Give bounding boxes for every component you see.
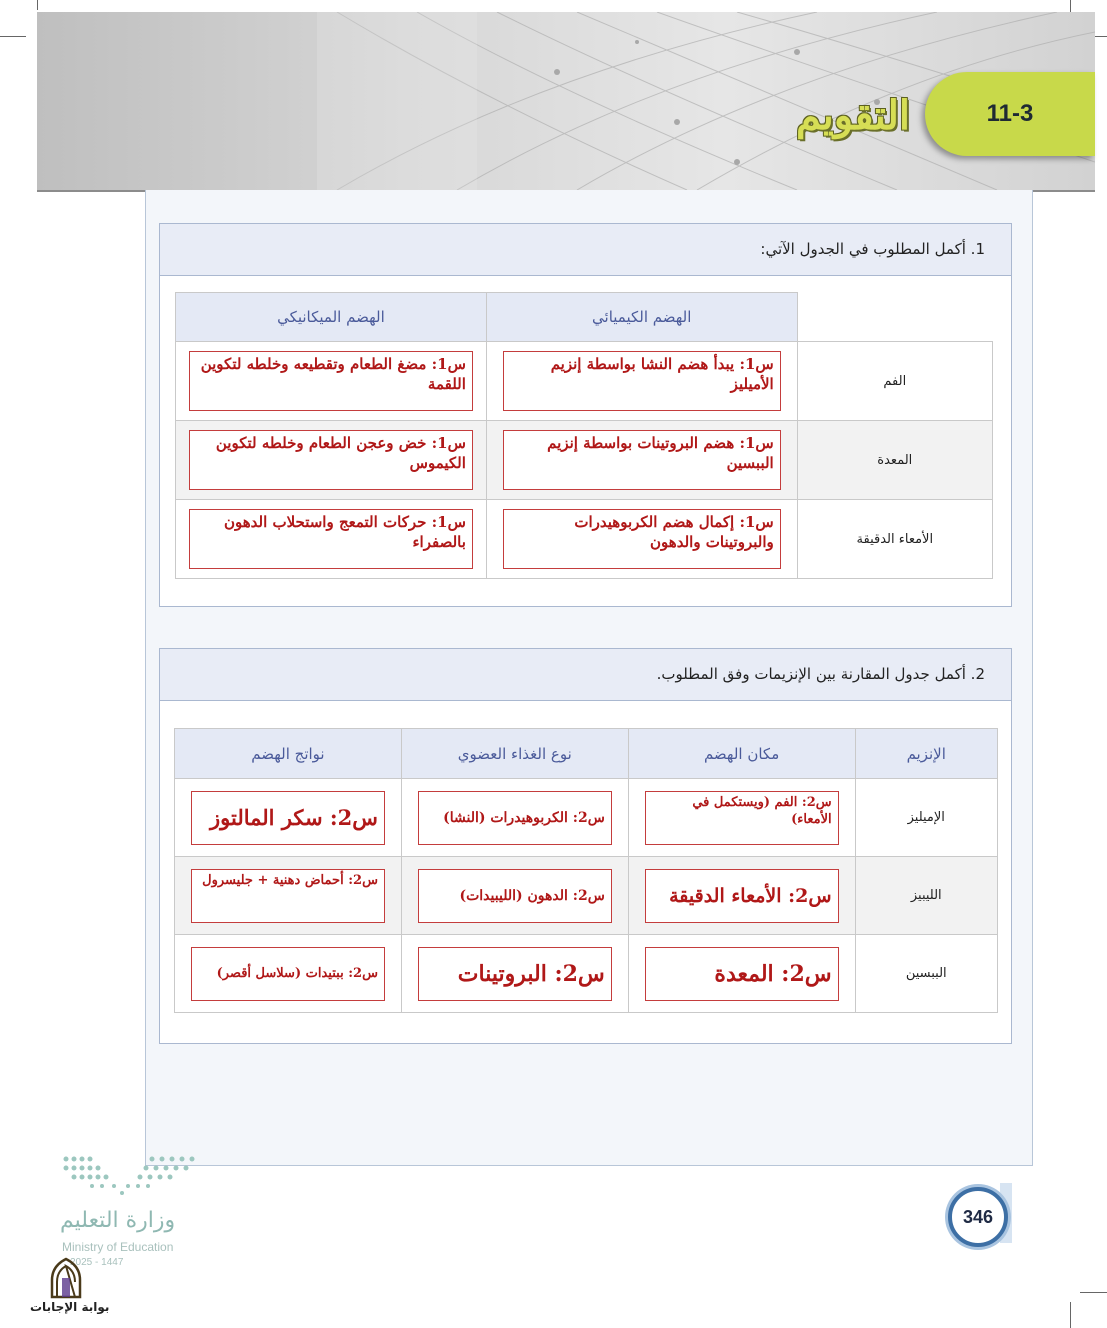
edition-year: 2025 - 1447 bbox=[70, 1257, 124, 1268]
enzyme-name: الببسين bbox=[855, 935, 997, 1013]
row-label: الفم bbox=[797, 342, 992, 421]
column-header: الهضم الميكانيكي bbox=[176, 293, 487, 342]
enzyme-name: الليبيز bbox=[855, 857, 997, 935]
corner-cell bbox=[797, 293, 992, 342]
answer-box: س1: حركات التمعج واستحلاب الدهون بالصفراء bbox=[189, 509, 473, 569]
question-2-prompt: 2. أكمل جدول المقارنة بين الإنزيمات وفق المطلوب. bbox=[160, 649, 1011, 701]
ministry-logo-dots bbox=[62, 1155, 198, 1199]
crop-mark bbox=[1080, 1292, 1107, 1293]
answer-box: س1: يبدأ هضم النشا بواسطة إنزيم الأميليز bbox=[503, 351, 781, 411]
enzyme-name: الإميليز bbox=[855, 779, 997, 857]
section-title: التقويم bbox=[795, 92, 910, 139]
crop-mark bbox=[0, 36, 26, 37]
answer-box: س1: مضغ الطعام وتقطيعه وخلطه لتكوين اللقمة bbox=[189, 351, 473, 411]
answer-box: س2: البروتينات bbox=[418, 947, 612, 1001]
answer-box: س2: ببتيدات (سلاسل أقصر) bbox=[191, 947, 385, 1001]
column-header: الإنزيم bbox=[855, 729, 997, 779]
answer-box: س1: هضم البروتينات بواسطة إنزيم الببسين bbox=[503, 430, 781, 490]
answer-box: س2: المعدة bbox=[645, 947, 839, 1001]
column-header: نوع الغذاء العضوي bbox=[401, 729, 628, 779]
answer-box: س1: إكمال هضم الكربوهيدرات والبروتينات والدهون bbox=[503, 509, 781, 569]
row-label: الأمعاء الدقيقة bbox=[797, 500, 992, 579]
lesson-number: 11-3 bbox=[986, 100, 1034, 127]
crop-mark bbox=[1070, 1302, 1071, 1328]
answer-box: س2: أحماض دهنية + جليسرول bbox=[191, 869, 385, 923]
column-header: نواتج الهضم bbox=[175, 729, 402, 779]
brand-name: بوابة الإجابات bbox=[30, 1300, 110, 1314]
answer-box: س2: الكربوهيدرات (النشا) bbox=[418, 791, 612, 845]
answer-box: س2: سكر المالتوز bbox=[191, 791, 385, 845]
answer-box: س1: خض وعجن الطعام وخلطه لتكوين الكيموس bbox=[189, 430, 473, 490]
answer-box: س2: الأمعاء الدقيقة bbox=[645, 869, 839, 923]
answer-box: س2: الدهون (الليبيدات) bbox=[418, 869, 612, 923]
question-1-table bbox=[175, 292, 993, 579]
question-2-table bbox=[174, 728, 998, 1013]
lesson-number-badge bbox=[925, 72, 1095, 156]
brand-emblem-icon bbox=[44, 1256, 88, 1300]
crop-mark bbox=[37, 0, 38, 10]
row-label: المعدة bbox=[797, 421, 992, 500]
question-1-prompt: 1. أكمل المطلوب في الجدول الآتي: bbox=[160, 224, 1011, 276]
column-header: مكان الهضم bbox=[628, 729, 855, 779]
column-header: الهضم الكيميائي bbox=[486, 293, 797, 342]
ministry-name-arabic: وزارة التعليم bbox=[60, 1208, 176, 1233]
answer-box: س2: الفم (ويستكمل في الأمعاء) bbox=[645, 791, 839, 845]
page-number: 346 bbox=[948, 1187, 1008, 1247]
ministry-name-english: Ministry of Education bbox=[62, 1240, 174, 1254]
